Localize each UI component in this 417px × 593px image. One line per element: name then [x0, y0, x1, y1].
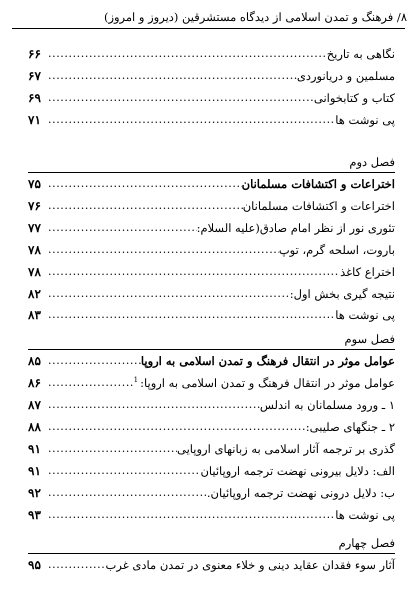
toc-entry[interactable]	[28, 305, 395, 323]
toc-entry-page: ۶۶	[28, 47, 41, 61]
chapter-3-title: فصل سوم	[344, 332, 395, 346]
dot-leader	[46, 485, 207, 501]
dot-leader	[46, 176, 242, 192]
toc-entry[interactable]	[28, 351, 395, 369]
toc-entry-page: ۹۳	[28, 508, 41, 522]
toc-entry-title: باروت، اسلحه گرم، توپ	[278, 243, 395, 257]
dot-leader	[46, 507, 335, 523]
toc-entry-title: مسلمین و دریانوردی	[296, 69, 395, 83]
toc-entry-title: کتاب و کتابخوانی	[313, 91, 395, 105]
chapter-4-divider	[28, 553, 395, 554]
dot-leader	[46, 90, 314, 106]
chapter-2-divider	[28, 172, 395, 173]
dot-leader	[46, 419, 306, 435]
toc-entry-page: ۸۳	[28, 308, 41, 322]
toc-entry-page: ۸۵	[28, 354, 41, 368]
toc-entry-title: تئوری نور از نظر امام صادق(علیه السلام:	[196, 221, 395, 235]
toc-entry-title: آثار سوء فقدان عقاید دینی و خلاء معنوی در تمدن مادی غرب	[105, 558, 395, 572]
footnote-marker[interactable]: 1	[133, 376, 139, 385]
dot-leader	[46, 220, 197, 236]
toc-entry-title	[134, 375, 395, 391]
toc-entry-title: نتیجه گیری بخش اول:	[289, 287, 395, 301]
toc-entry-title: نگاهی به تاریخ	[326, 47, 395, 61]
dot-leader	[46, 264, 340, 280]
toc-entry-title: عوامل موثر در انتقال فرهنگ و تمدن اسلامی به اروپا	[140, 354, 395, 368]
toc-entry[interactable]	[28, 483, 395, 501]
chapter-3-divider	[28, 349, 395, 350]
toc-entry[interactable]	[28, 174, 395, 192]
toc-entry-title: پی نوشت ها	[335, 113, 395, 127]
toc-entry-page: ۹۵	[28, 558, 41, 572]
dot-leader	[46, 463, 200, 479]
toc-entry-title: اختراعات و اکتشافات مسلمانان	[241, 177, 395, 191]
dot-leader	[46, 198, 243, 214]
toc-entry[interactable]	[28, 461, 395, 479]
toc-entry-page: ۹۱	[28, 442, 41, 456]
running-header	[18, 9, 407, 25]
dot-leader	[46, 112, 335, 128]
dot-leader	[46, 397, 260, 413]
toc-entry[interactable]	[28, 505, 395, 523]
dot-leader	[46, 557, 106, 573]
toc-entry-page: ۷۷	[28, 221, 41, 235]
toc-entry[interactable]	[28, 439, 395, 457]
dot-leader	[46, 441, 177, 457]
toc-entry-title: الف: دلایل بیرونی نهضت ترجمه اروپائیان	[200, 464, 395, 478]
toc-entry[interactable]	[28, 196, 395, 214]
toc-entry[interactable]	[28, 88, 395, 106]
chapter-4-title: فصل چهارم	[338, 536, 395, 550]
toc-entry-page: ۸۷	[28, 398, 41, 412]
toc-entry-title: پی نوشت ها	[335, 508, 395, 522]
dot-leader	[46, 68, 297, 84]
toc-entry[interactable]	[28, 66, 395, 84]
toc-entry-page: ۹۱	[28, 464, 41, 478]
toc-entry[interactable]	[28, 284, 395, 302]
toc-entry-page: ۷۸	[28, 265, 41, 279]
toc-entry[interactable]	[28, 555, 395, 573]
toc-entry-page: ۷۵	[28, 177, 41, 191]
toc-entry[interactable]	[28, 395, 395, 413]
toc-entry-page: ۹۲	[28, 486, 41, 500]
dot-leader	[46, 242, 279, 258]
toc-entry-page: ۶۷	[28, 69, 41, 83]
dot-leader	[46, 375, 134, 391]
toc-entry[interactable]	[28, 240, 395, 258]
toc-entry[interactable]	[28, 373, 395, 391]
toc-entry-page: ۸۲	[28, 287, 41, 301]
header-divider	[12, 28, 405, 29]
toc-entry[interactable]	[28, 44, 395, 62]
toc-entry[interactable]	[28, 110, 395, 128]
toc-entry-title: پی نوشت ها	[335, 308, 395, 322]
toc-entry-page: ۷۶	[28, 199, 41, 213]
toc-entry-title: ۱ ـ ورود مسلمانان به اندلس	[259, 398, 395, 412]
toc-entry-page: ۷۸	[28, 243, 41, 257]
dot-leader	[46, 286, 290, 302]
dot-leader	[46, 307, 335, 323]
toc-entry[interactable]	[28, 262, 395, 280]
toc-entry[interactable]	[28, 218, 395, 236]
toc-entry[interactable]	[28, 417, 395, 435]
toc-entry-page: ۸۶	[28, 376, 41, 390]
toc-entry-title: گذری بر ترجمه آثار اسلامی به زبانهای اروپایی	[177, 442, 395, 456]
toc-entry-title-text: عوامل موثر در انتقال فرهنگ و تمدن اسلامی به اروپا:	[140, 376, 395, 390]
toc-entry-page: ۷۱	[28, 113, 41, 127]
toc-entry-page: ۸۸	[28, 420, 41, 434]
toc-entry-title: ۲ ـ جنگهای صلیبی:	[305, 420, 395, 434]
dot-leader	[46, 353, 141, 369]
toc-entry-title: اختراع کاغذ	[340, 265, 395, 279]
running-title: ۸/ فرهنگ و تمدن اسلامی از دیدگاه مستشرقین (دیروز و امروز)	[103, 10, 407, 24]
toc-entry-title: اختراعات و اکتشافات مسلمانان	[242, 199, 395, 213]
dot-leader	[46, 46, 327, 62]
toc-entry-title: ب: دلایل درونی نهضت ترجمه اروپائیان.	[206, 486, 395, 500]
toc-entry-page: ۶۹	[28, 91, 41, 105]
chapter-2-title: فصل دوم	[349, 155, 395, 169]
